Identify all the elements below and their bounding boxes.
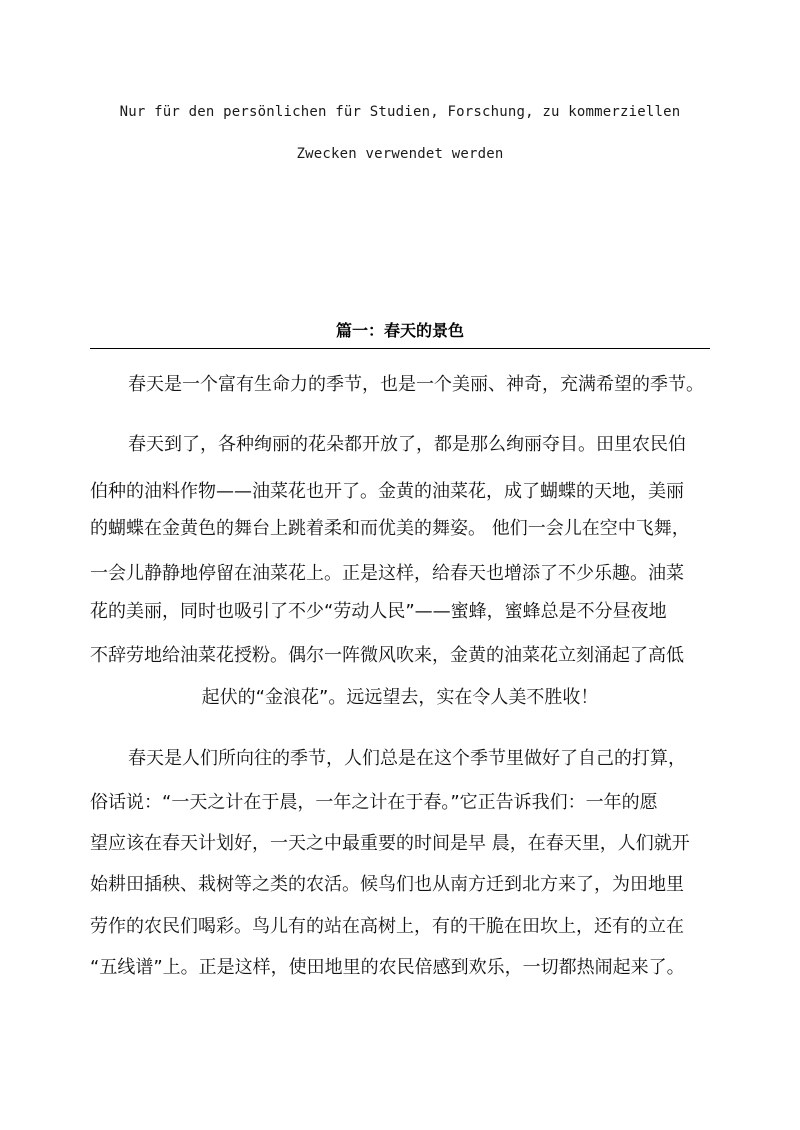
paragraph-3-line-5: 劳作的农民们喝彩。鸟儿有的站在高树上，有的干脆在田坎上，还有的立在 <box>90 916 684 937</box>
paragraph-3-line-6: “五线谱”上。正是这样，使田地里的农民倍感到欢乐，一切都热闹起来了。 <box>90 957 685 978</box>
paragraph-2-line-1: 春天到了，各种绚丽的花朵都开放了，都是那么绚丽夺目。田里农民伯 <box>128 434 686 455</box>
paragraph-2-line-4: 一会儿静静地停留在油菜花上。正是这样，给春天也增添了不少乐趣。油菜 <box>90 563 684 584</box>
paragraph-2-line-2: 伯种的油料作物——油菜花也开了。金黄的油菜花，成了蝴蝶的天地，美丽 <box>90 481 684 502</box>
paragraph-2-line-5: 花的美丽，同时也吸引了不少“劳动人民”——蜜蜂，蜜蜂总是不分昼夜地 <box>90 601 667 622</box>
paragraph-3-line-3: 望应该在春天计划好，一天之中最重要的时间是早 晨，在春天里，人们就开 <box>90 833 690 854</box>
notice-line-2: Zwecken verwendet werden <box>296 146 504 162</box>
paragraph-1-line-1: 春天是一个富有生命力的季节，也是一个美丽、神奇，充满希望的季节。 <box>128 374 704 395</box>
paragraph-3-line-4: 始耕田插秧、栽树等之类的农活。候鸟们也从南方迁到北方来了，为田地里 <box>90 874 684 895</box>
notice-line-1: Nur für den persönlichen für Studien, Forschung, zu kommerziellen <box>119 104 681 120</box>
paragraph-3-line-1: 春天是人们所向往的季节，人们总是在这个季节里做好了自己的打算， <box>128 748 686 769</box>
paragraph-2-line-3: 的蝴蝶在金黄色的舞台上跳着柔和而优美的舞姿。 他们一会儿在空中飞舞， <box>90 518 690 539</box>
title-divider <box>90 348 710 349</box>
article-title: 篇一：春天的景色 <box>335 321 464 340</box>
paragraph-3-line-2: 俗话说：“一天之计在于晨，一年之计在于春。”它正告诉我们：一年的愿 <box>90 792 658 813</box>
paragraph-2-line-7: 起伏的“金浪花”。远远望去，实在令人美不胜收！ <box>201 687 599 708</box>
paragraph-2-line-6: 不辞劳地给油菜花授粉。偶尔一阵微风吹来，金黄的油菜花立刻涌起了高低 <box>90 645 684 666</box>
